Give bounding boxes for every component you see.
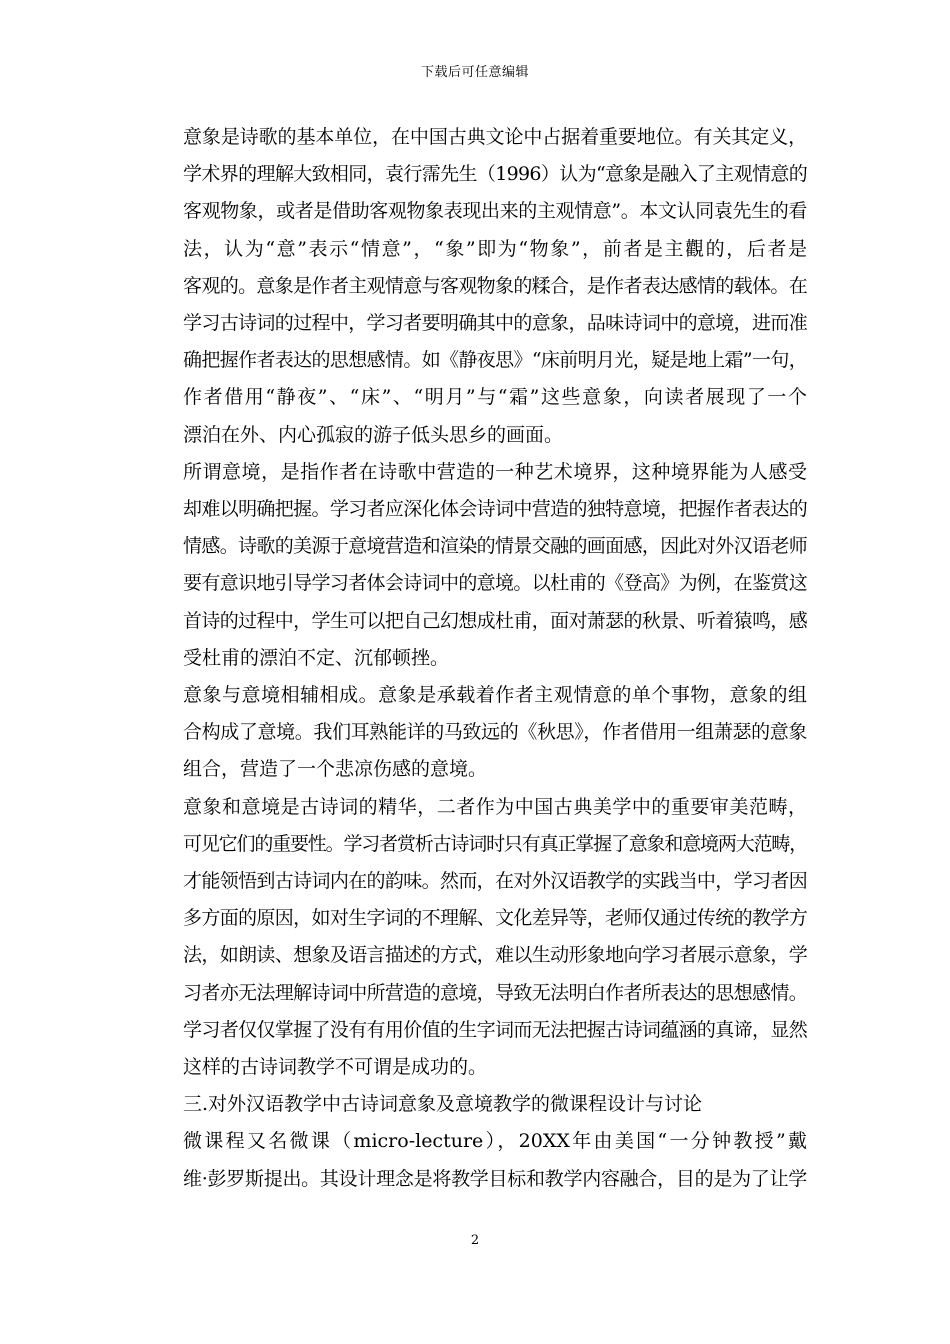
text-line: 微课程又名微课（micro-lecture），20XX年由美国“一分钟教授”戴 <box>183 1130 807 1153</box>
paragraph-2 <box>145 454 807 677</box>
text-line: 意象与意境相辅相成。意象是承载着作者主观情意的单个事物，意象的组 <box>183 684 807 707</box>
page-header: 下载后可任意编辑 <box>420 65 529 80</box>
text-line: 学习者仅仅掌握了没有有用价值的生字词而无法把握古诗词蕴涵的真谛，显然 <box>183 1018 807 1041</box>
text-line: 确把握作者表达的思想感情。如《静夜思》“床前明月光，疑是地上霜”一句， <box>183 349 807 372</box>
text-line: 习者亦无法理解诗词中所营造的意境，导致无法明白作者所表达的思想感情。 <box>183 981 807 1004</box>
text-line: 情感。诗歌的美源于意境营造和渲染的情景交融的画面感，因此对外汉语老师 <box>183 535 807 558</box>
text-line: 作者借用“静夜”、“床”、“明月”与“霜”这些意象，向读者展现了一个 <box>183 386 807 409</box>
document-body <box>145 119 807 1198</box>
page-number: 2 <box>470 1233 480 1248</box>
text-line: 学术界的理解大致相同，袁行霈先生（1996）认为“意象是融入了主观情意的 <box>183 163 807 186</box>
text-line: 维·彭罗斯提出。其设计理念是将教学目标和教学内容融合，目的是为了让学 <box>183 1167 807 1190</box>
text-line: 可见它们的重要性。学习者赏析古诗词时只有真正掌握了意象和意境两大范畴， <box>183 832 807 855</box>
paragraph-4 <box>145 789 807 1087</box>
text-line: 才能领悟到古诗词内在的韵味。然而，在对外汉语教学的实践当中，学习者因 <box>183 870 807 893</box>
text-line: 合构成了意境。我们耳熟能详的马致远的《秋思》，作者借用一组萧瑟的意象 <box>183 721 807 744</box>
section-heading <box>145 1086 807 1123</box>
paragraph-5 <box>145 1123 807 1197</box>
paragraph-3 <box>145 677 807 789</box>
text-line: 意象和意境是古诗词的精华，二者作为中国古典美学中的重要审美范畴， <box>183 795 807 818</box>
text-line: 受杜甫的漂泊不定、沉郁顿挫。 <box>183 646 450 669</box>
text-line: 法，认为“意”表示“情意”，“象”即为“物象”，前者是主觀的，后者是 <box>183 237 807 260</box>
text-line: 组合，营造了一个悲凉伤感的意境。 <box>183 758 488 781</box>
text-line: 却难以明确把握。学习者应深化体会诗词中营造的独特意境，把握作者表达的 <box>183 498 807 521</box>
text-line: 漂泊在外、内心孤寂的游子低头思乡的画面。 <box>183 423 564 446</box>
text-line: 要有意识地引导学习者体会诗词中的意境。以杜甫的《登高》为例，在鉴赏这 <box>183 572 807 595</box>
text-line: 意象是诗歌的基本单位，在中国古典文论中占据着重要地位。有关其定义， <box>183 126 807 148</box>
text-line: 首诗的过程中，学生可以把自己幻想成杜甫，面对萧瑟的秋景、听着猿鸣，感 <box>183 609 807 632</box>
text-line: 客观的。意象是作者主观情意与客观物象的糅合，是作者表达感情的载体。在 <box>183 274 807 297</box>
text-line: 三.对外汉语教学中古诗词意象及意境教学的微课程设计与讨论 <box>183 1093 703 1116</box>
text-line: 这样的古诗词教学不可谓是成功的。 <box>183 1056 488 1079</box>
text-line: 多方面的原因，如对生字词的不理解、文化差异等，老师仅通过传统的教学方 <box>183 907 807 930</box>
text-line: 法，如朗读、想象及语言描述的方式，难以生动形象地向学习者展示意象，学 <box>183 944 807 967</box>
text-line: 客观物象，或者是借助客观物象表现出来的主观情意”。本文认同袁先生的看 <box>183 200 807 223</box>
text-line: 学习古诗词的过程中，学习者要明确其中的意象，品味诗词中的意境，进而准 <box>183 312 807 335</box>
text-line: 所谓意境，是指作者在诗歌中营造的一种艺术境界，这种境界能为人感受 <box>183 460 807 483</box>
paragraph-1 <box>145 119 807 454</box>
